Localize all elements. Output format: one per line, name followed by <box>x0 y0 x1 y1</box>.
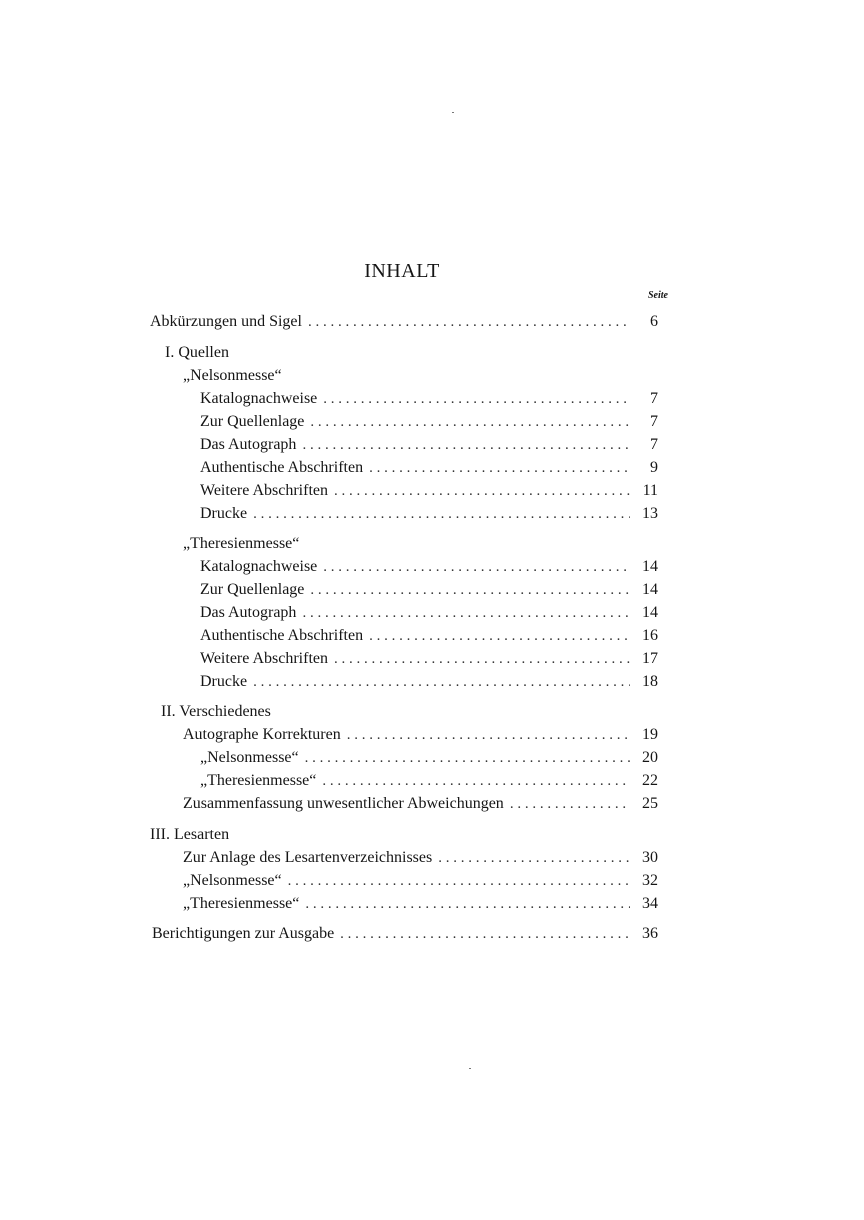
toc-entry <box>200 771 658 791</box>
toc-entry-page: 19 <box>642 726 658 743</box>
toc-entry <box>200 580 658 600</box>
subsection-heading: „Nelsonmesse“ <box>183 367 282 384</box>
section-heading: I. Quellen <box>165 344 229 361</box>
dot-leader <box>322 771 630 791</box>
toc-entry-label: Das Autograph <box>200 604 297 621</box>
toc-entry-label: Weitere Abschriften <box>200 482 328 499</box>
toc-entry-label: „Theresienmesse“ <box>183 895 300 912</box>
toc-entry-label: „Theresienmesse“ <box>200 772 317 789</box>
dot-leader <box>369 458 630 478</box>
toc-entry <box>200 504 658 524</box>
section-heading: II. Verschiedenes <box>161 703 271 720</box>
toc-entry-label: Zur Quellenlage <box>200 413 305 430</box>
toc-entry-label: Abkürzungen und Sigel <box>150 313 302 330</box>
toc-entry-label: Zusammenfassung unwesentlicher Abweichungen <box>183 795 504 812</box>
toc-entry-label: „Nelsonmesse“ <box>183 872 282 889</box>
dot-leader <box>369 626 630 646</box>
dot-leader <box>334 481 630 501</box>
toc-entry-page: 11 <box>642 482 658 499</box>
scan-speck <box>469 1068 471 1069</box>
toc-entry-page: 18 <box>642 673 658 690</box>
toc-entry <box>200 481 658 501</box>
toc-entry <box>200 748 658 768</box>
page-column-label: Seite <box>648 290 668 301</box>
toc-entry-page: 7 <box>650 390 658 407</box>
dot-leader <box>302 435 630 455</box>
toc-entry <box>200 626 658 646</box>
toc-entry <box>150 312 658 332</box>
toc-entry <box>200 389 658 409</box>
toc-entry-label: Berichtigungen zur Ausgabe <box>152 925 335 942</box>
toc-entry-page: 17 <box>642 650 658 667</box>
toc-entry <box>183 848 658 868</box>
toc-entry <box>183 725 658 745</box>
subsection-heading: „Theresienmesse“ <box>183 535 300 552</box>
toc-entry-page: 14 <box>642 558 658 575</box>
page-title: INHALT <box>364 260 440 282</box>
toc-entry-page: 16 <box>642 627 658 644</box>
toc-entry-page: 13 <box>642 505 658 522</box>
toc-entry-page: 14 <box>642 604 658 621</box>
toc-entry-page: 34 <box>642 895 658 912</box>
toc-entry-label: Katalognachweise <box>200 558 318 575</box>
toc-entry <box>183 894 658 914</box>
toc-entry-label: Drucke <box>200 505 248 522</box>
toc-entry <box>152 924 658 944</box>
toc-entry <box>200 412 658 432</box>
dot-leader <box>308 312 630 332</box>
toc-entry-page: 9 <box>650 459 658 476</box>
toc-entry-label: Zur Anlage des Lesartenverzeichnisses <box>183 849 433 866</box>
toc-entry-page: 6 <box>650 313 658 330</box>
toc-entry-page: 14 <box>642 581 658 598</box>
toc-entry <box>200 435 658 455</box>
toc-entry-page: 32 <box>642 872 658 889</box>
dot-leader <box>510 794 630 814</box>
dot-leader <box>302 603 630 623</box>
toc-entry-page: 22 <box>642 772 658 789</box>
toc-entry-page: 25 <box>642 795 658 812</box>
toc-entry-label: Authentische Abschriften <box>200 459 364 476</box>
toc-entry-page: 7 <box>650 413 658 430</box>
toc-entry-label: Authentische Abschriften <box>200 627 364 644</box>
toc-entry-label: Weitere Abschriften <box>200 650 328 667</box>
dot-leader <box>305 894 630 914</box>
dot-leader <box>253 504 630 524</box>
toc-entry-label: Zur Quellenlage <box>200 581 305 598</box>
toc-entry-label: Das Autograph <box>200 436 297 453</box>
toc-entry <box>183 794 658 814</box>
dot-leader <box>305 748 630 768</box>
dot-leader <box>310 412 630 432</box>
dot-leader <box>340 924 630 944</box>
toc-entry-label: Katalognachweise <box>200 390 318 407</box>
toc-entry-page: 30 <box>642 849 658 866</box>
toc-entry <box>200 603 658 623</box>
toc-entry <box>200 557 658 577</box>
toc-entry <box>200 672 658 692</box>
section-heading: III. Lesarten <box>150 826 230 843</box>
toc-entry <box>200 458 658 478</box>
dot-leader <box>310 580 630 600</box>
toc-entry-page: 20 <box>642 749 658 766</box>
toc-entry-label: „Nelsonmesse“ <box>200 749 299 766</box>
dot-leader <box>334 649 630 669</box>
dot-leader <box>253 672 630 692</box>
toc-entry <box>200 649 658 669</box>
dot-leader <box>347 725 630 745</box>
scan-speck <box>452 112 454 113</box>
toc-entry-label: Drucke <box>200 673 248 690</box>
toc-entry-page: 7 <box>650 436 658 453</box>
toc-entry-page: 36 <box>642 925 658 942</box>
dot-leader <box>288 871 630 891</box>
toc-entry <box>183 871 658 891</box>
dot-leader <box>323 557 630 577</box>
toc-entry-label: Autographe Korrekturen <box>183 726 341 743</box>
dot-leader <box>438 848 630 868</box>
dot-leader <box>323 389 630 409</box>
